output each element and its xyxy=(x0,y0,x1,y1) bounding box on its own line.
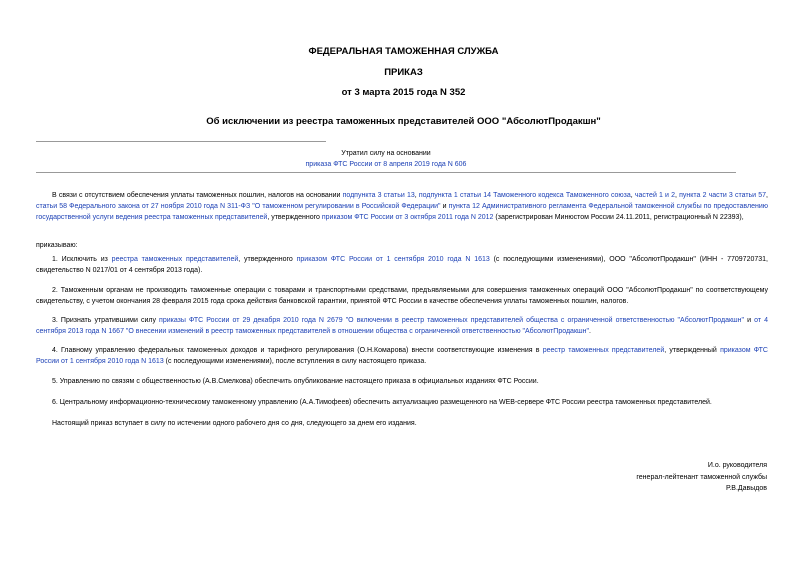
link-customs-code-art14[interactable]: подпункта 1 статьи 14 Таможенного кодекса Таможенного союза xyxy=(418,192,631,199)
preamble-text: , xyxy=(675,192,680,199)
item-text: , утвержденного xyxy=(238,256,297,263)
preamble-text: , xyxy=(766,192,768,199)
item-6-paragraph xyxy=(36,398,768,409)
repeal-notice-line1: Утратил силу на основании xyxy=(341,150,431,157)
preamble-text: , xyxy=(630,192,635,199)
preamble-text: (зарегистрирован Минюстом России 24.11.2011, регистрационный N 22393), xyxy=(493,213,744,221)
item-text: 4. Главному управлению федеральных таможенных доходов и тарифного регулирования (О.Н.Комарова) внести соответствующие изменения в xyxy=(52,347,543,354)
item-text: 2. Таможенным органам не производить таможенные операции с товарами и транспортными средствами, предъявляемыми для совершения таможенных операций ООО "АбсолютПродакшн" по соответствующему свидетельству, с учетом окончания 28 февраля 2015 года срока действия банковской гарантии, принятой ФТС России в качестве обеспечения уплаты таможенных пошлин, налогов. xyxy=(36,287,768,305)
final-paragraph xyxy=(36,419,768,430)
link-order-2012[interactable]: приказом ФТС России от 3 октября 2011 года N 2012 xyxy=(321,213,494,221)
orders-label: приказываю: xyxy=(36,242,78,249)
item-text: (с последующими изменениями), ООО "АбсолютПродакшн" (ИНН - 7709720731, свидетельство N 0217/01 от 4 сентября 2013 года). xyxy=(36,256,768,274)
item-2-paragraph xyxy=(36,286,768,308)
item-text: 1. Исключить из xyxy=(52,256,112,263)
link-admin-regulation[interactable]: пункта 12 Административного регламента Федеральной таможенной службы по предоставлению государственной услуги ведения реестра таможенных представителей xyxy=(36,202,768,221)
doc-date-number: от 3 марта 2015 года N 352 xyxy=(341,87,466,98)
doc-title: Об исключении из реестра таможенных представителей ООО "АбсолютПродакшн" xyxy=(206,116,601,127)
link-order-2679[interactable]: приказы ФТС России от 29 декабря 2010 года N 2679 "О включении в реестр таможенных представителей общества с ограниченной ответственностью "АбсолютПродакшн" xyxy=(159,317,745,324)
item-1-paragraph xyxy=(36,255,768,277)
link-order-1613[interactable]: приказом ФТС России от 1 сентября 2010 года N 1613 xyxy=(296,256,490,263)
item-text: , утвержденный xyxy=(664,347,721,354)
divider-top xyxy=(36,141,326,142)
signatory-name: Р.В.Давыдов xyxy=(726,485,767,492)
item-text: 3. Признать утратившими силу xyxy=(52,317,160,324)
item-3-paragraph xyxy=(36,316,768,338)
item-text: и xyxy=(744,317,755,324)
preamble-paragraph xyxy=(36,191,768,223)
item-text: . xyxy=(588,327,591,335)
item-text: (с последующими изменениями), после вступления в силу настоящего приказа. xyxy=(163,357,427,365)
preamble-text: , утвержденного xyxy=(267,213,322,221)
doc-type: ПРИКАЗ xyxy=(384,67,423,78)
link-parts-1-2[interactable]: частей 1 и 2 xyxy=(634,192,676,199)
org-name: ФЕДЕРАЛЬНАЯ ТАМОЖЕННАЯ СЛУЖБА xyxy=(308,46,499,57)
divider-bottom xyxy=(36,172,736,173)
preamble-text: В связи с отсутствием обеспечения уплаты таможенных пошлин, налогов на основании xyxy=(52,192,343,199)
item-4-paragraph xyxy=(36,346,768,368)
link-art57[interactable]: пункта 2 части 3 статьи 57 xyxy=(679,192,767,199)
signatory-rank: генерал-лейтенант таможенной службы xyxy=(636,473,767,481)
repeal-notice xyxy=(36,141,768,173)
signature-block xyxy=(636,460,767,495)
link-federal-law-311[interactable]: статьи 58 Федерального закона от 27 ноября 2010 года N 311-ФЗ "О таможенном регулировании в Российской Федерации" xyxy=(36,202,441,210)
repeal-order-link[interactable]: приказа ФТС России от 8 апреля 2019 года N 606 xyxy=(305,160,467,168)
preamble-text: , xyxy=(414,192,419,199)
signatory-position: И.о. руководителя xyxy=(707,462,767,469)
link-order-1667[interactable]: от 4 сентября 2013 года N 1667 "О внесении изменений в реестр таможенных представителей в отношении общества с ограниченной ответственностью "АбсолютПродакшн" xyxy=(36,317,768,335)
item-text: Настоящий приказ вступает в силу по истечении одного рабочего дня со дня, следующего за днем его издания. xyxy=(52,420,417,427)
repeal-notice-text xyxy=(36,149,736,170)
link-customs-code-art13[interactable]: подпункта 3 статьи 13 xyxy=(342,192,415,199)
link-customs-registry[interactable]: реестра таможенных представителей xyxy=(111,256,239,263)
item-text: 6. Центральному информационно-техническому таможенному управлению (А.А.Тимофеев) обеспечить актуализацию размещенного на WEB-сервере ФТС России реестра таможенных представителей. xyxy=(52,399,712,406)
preamble-text: и xyxy=(440,202,449,210)
item-text: 5. Управлению по связям с общественностью (А.В.Смелкова) обеспечить опубликование настоящего приказа в официальных изданиях ФТС России. xyxy=(52,378,539,385)
item-5-paragraph xyxy=(36,377,768,388)
link-order-1613-2[interactable]: приказом ФТС России от 1 сентября 2010 года N 1613 xyxy=(36,347,768,365)
link-customs-registry-2[interactable]: реестр таможенных представителей xyxy=(542,347,665,354)
